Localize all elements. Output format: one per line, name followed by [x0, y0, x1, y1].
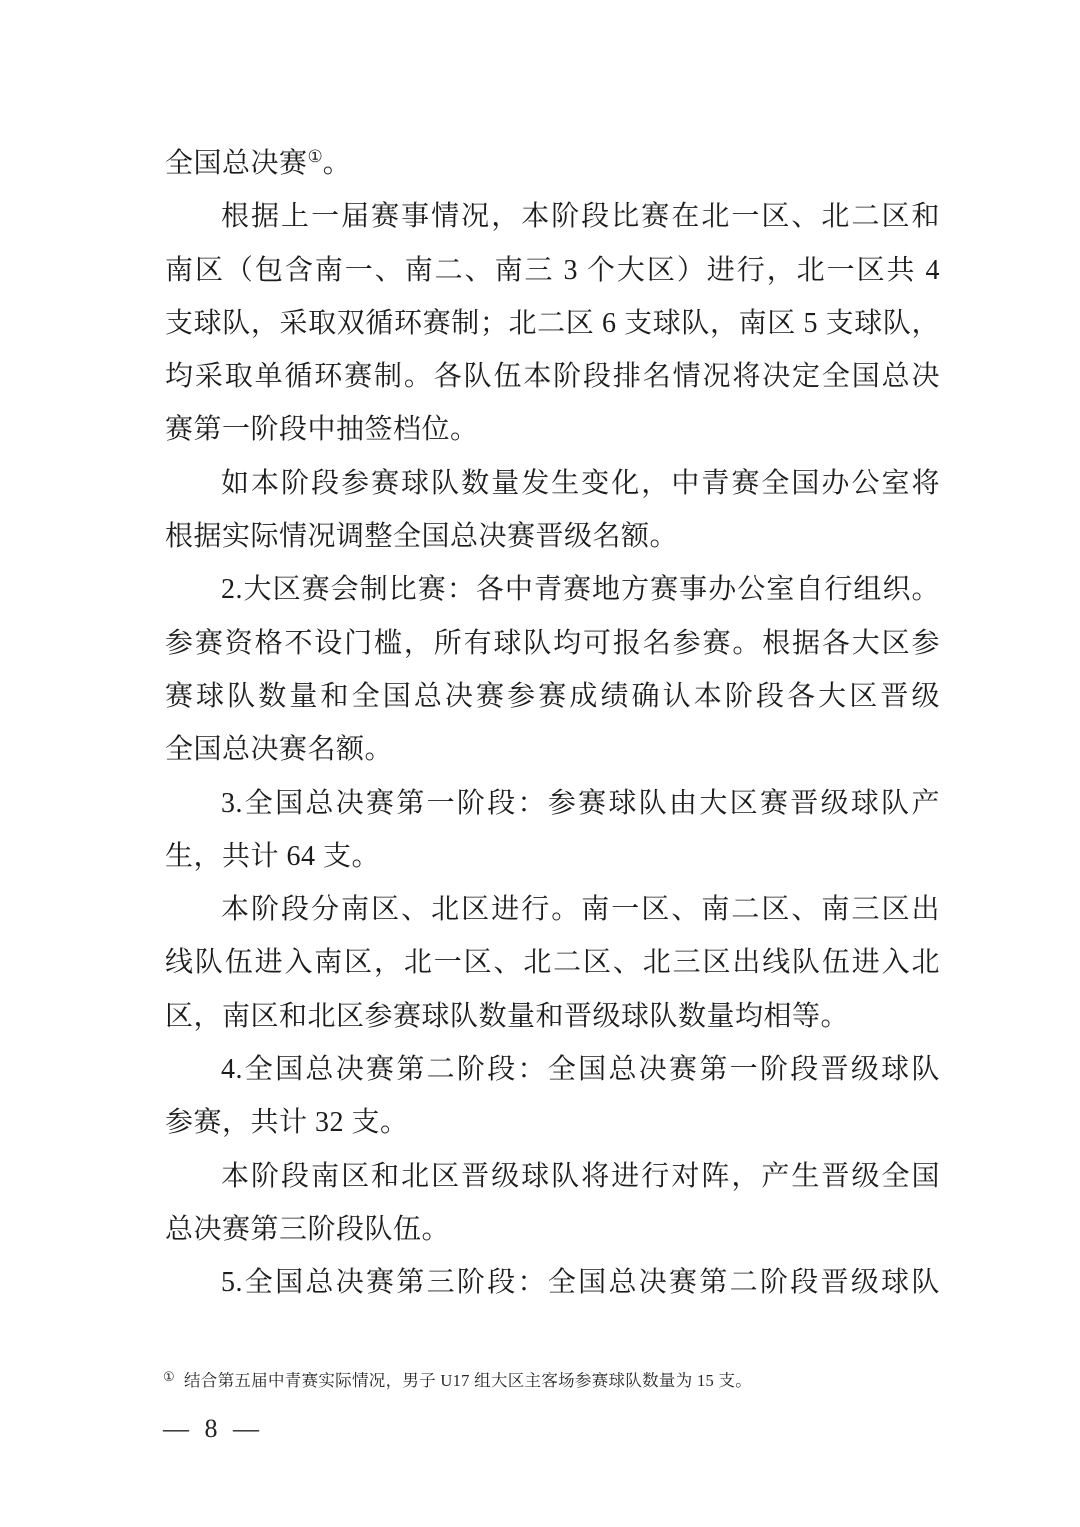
body-line: 均采取单循环赛制。各队伍本阶段排名情况将决定全国总决 [165, 361, 940, 393]
body-line: 2.大区赛会制比赛：各中青赛地方赛事办公室自行组织。 [221, 574, 940, 606]
body-line: 参赛资格不设门槛，所有球队均可报名参赛。根据各大区参 [165, 627, 940, 659]
body-line: 根据实际情况调整全国总决赛晋级名额。 [165, 521, 679, 553]
footnote-text: 结合第五届中青赛实际情况，男子 U17 组大区主客场参赛球队数量为 15 支。 [183, 1371, 753, 1390]
body-line: 本阶段南区和北区晋级球队将进行对阵，产生晋级全国 [221, 1160, 940, 1192]
body-line: 根据上一届赛事情况，本阶段比赛在北一区、北二区和 [221, 201, 940, 233]
body-line: 区，南区和北区参赛球队数量和晋级球队数量均相等。 [165, 1000, 850, 1032]
body-line: 赛球队数量和全国总决赛参赛成绩确认本阶段各大区晋级 [165, 680, 940, 712]
body-line: 线队伍进入南区，北一区、北二区、北三区出线队伍进入北 [165, 947, 940, 979]
body-line: 总决赛第三阶段队伍。 [165, 1213, 451, 1245]
body-line: 南区（包含南一、南二、南三 3 个大区）进行，北一区共 4 [165, 254, 940, 286]
body-line: 4.全国总决赛第二阶段：全国总决赛第一阶段晋级球队 [221, 1054, 940, 1086]
footnote-reference: ① [307, 147, 323, 166]
body-line: 生，共计 64 支。 [165, 840, 381, 872]
body-line: 5.全国总决赛第三阶段：全国总决赛第二阶段晋级球队 [221, 1267, 940, 1299]
body-line: 全国总决赛名额。 [165, 734, 394, 766]
body-line-text: 。 [322, 148, 352, 179]
body-text [165, 137, 940, 1310]
body-line: 本阶段分南区、北区进行。南一区、南二区、南三区出 [221, 894, 940, 926]
body-line: 参赛，共计 32 支。 [165, 1107, 409, 1139]
page-number: — 8 — [163, 1414, 260, 1443]
body-line: 如本阶段参赛球队数量发生变化，中青赛全国办公室将 [221, 467, 940, 499]
body-line: 支球队，采取双循环赛制；北二区 6 支球队，南区 5 支球队， [165, 307, 940, 339]
body-line: 赛第一阶段中抽签档位。 [165, 414, 479, 446]
body-line-text: 全国总决赛 [165, 148, 308, 179]
footnote [163, 1368, 993, 1394]
body-line [165, 137, 940, 190]
footnote-marker: ① [163, 1369, 175, 1384]
body-line: 3.全国总决赛第一阶段：参赛球队由大区赛晋级球队产 [221, 787, 940, 819]
